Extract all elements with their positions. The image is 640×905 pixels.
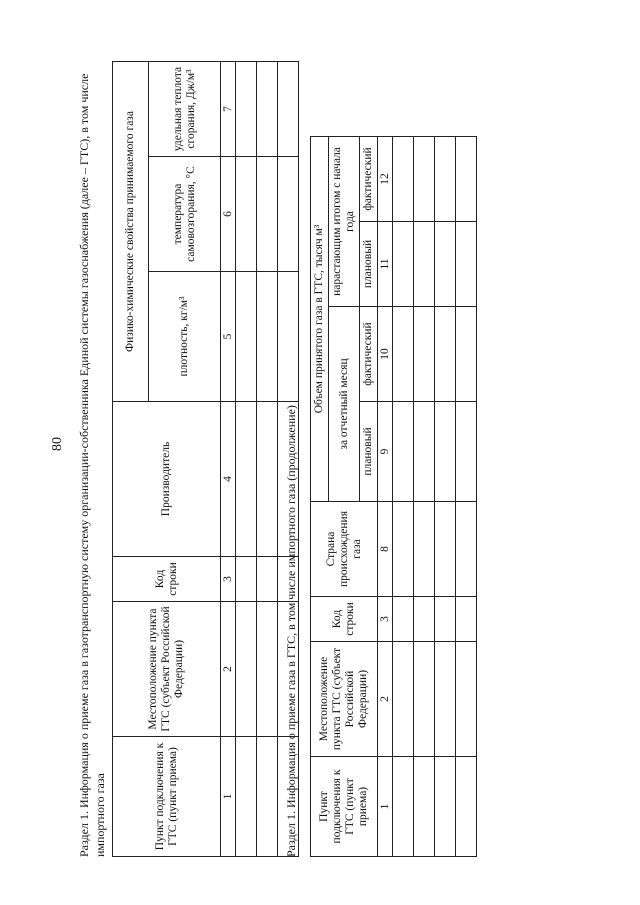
- column-number-row: [378, 136, 393, 856]
- header-planned: плановый: [360, 222, 378, 307]
- header-location: Местоположение пункта ГТС (субъект Российской Федерации): [311, 642, 378, 757]
- header-ignition-temp: температура самовозгорания, °С: [149, 157, 221, 272]
- header-volume-group: Объем принятого газа в ГТС, тысяч м³: [311, 136, 329, 501]
- table-row: [456, 136, 477, 856]
- section-1-table: [112, 61, 299, 857]
- column-number: 6: [221, 157, 236, 272]
- table-row: [257, 61, 278, 856]
- table-row: [435, 136, 456, 856]
- header-properties-group: Физико-химические свойства принимаемого газа: [113, 61, 149, 401]
- column-number: 3: [378, 597, 393, 642]
- column-number: 3: [221, 557, 236, 602]
- header-actual: фактический: [360, 136, 378, 221]
- header-reporting-month: за отчетный месяц: [329, 307, 360, 502]
- column-number: 9: [378, 402, 393, 502]
- section-2-table: [310, 136, 477, 857]
- header-row-code: Код строки: [311, 597, 378, 642]
- header-producer: Производитель: [113, 402, 221, 557]
- header-heat-value: удельная теплота сгорания, Дж/м³: [149, 61, 221, 156]
- table-row: [414, 136, 435, 856]
- column-number-row: [221, 61, 236, 856]
- header-point: Пункт подключения к ГТС (пункт приема): [113, 737, 221, 857]
- header-actual: фактический: [360, 307, 378, 402]
- table-row: [236, 61, 257, 856]
- header-point: Пункт подключения к ГТС (пункт приема): [311, 757, 378, 857]
- column-number: 12: [378, 136, 393, 221]
- column-number: 11: [378, 222, 393, 307]
- header-row-code: Код строки: [113, 557, 221, 602]
- page-number: 80: [50, 437, 65, 451]
- column-number: 5: [221, 272, 236, 402]
- section-2: [283, 0, 640, 905]
- column-number: 1: [221, 737, 236, 857]
- column-number: 8: [378, 502, 393, 597]
- column-number: 7: [221, 61, 236, 156]
- column-number: 10: [378, 307, 393, 402]
- column-number: 2: [221, 602, 236, 737]
- table-row: [393, 136, 414, 856]
- section-2-title: Раздел 1. Информация о приеме газа в ГТС, в том числе импортного газа (продолжение): [284, 405, 298, 857]
- column-number: 4: [221, 402, 236, 557]
- header-planned: плановый: [360, 402, 378, 502]
- column-number: 2: [378, 642, 393, 757]
- header-year-to-date: нарастающим итогом с начала года: [329, 136, 360, 306]
- column-number: 1: [378, 757, 393, 857]
- header-location: Местоположение пункта ГТС (субъект Российской Федерации): [113, 602, 221, 737]
- header-density: плотность, кг/м³: [149, 272, 221, 402]
- header-origin-country: Страна происхождения газа: [311, 502, 378, 597]
- section-1-title: Раздел 1. Информация о приеме газа в газотранспортную систему организации-собственника Единой системы газоснабжения (далее – ГТС), в том числе импортного газа: [77, 73, 107, 857]
